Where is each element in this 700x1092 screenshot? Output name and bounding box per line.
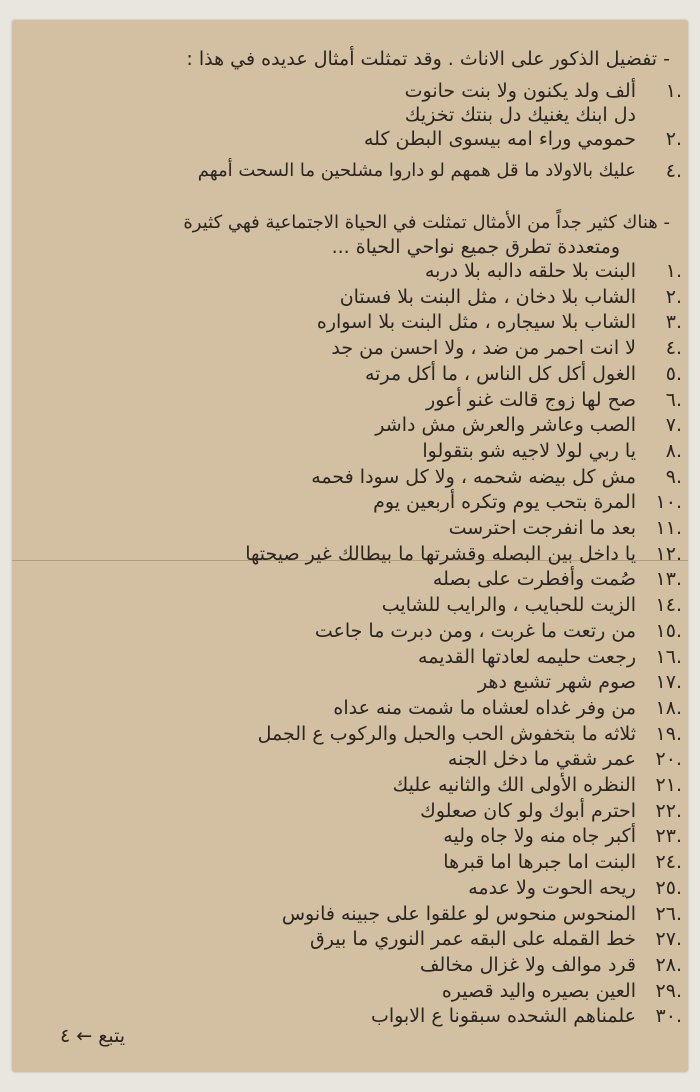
proverb-text: رجعت حليمه لعادتها القديمه (418, 645, 636, 668)
proverb-number: ٣. (665, 311, 682, 334)
proverb-number: ١٢. (655, 542, 682, 565)
proverb-text: يا داخل بين البصله وقشرتها ما بيطالك غير صيحتها (245, 542, 636, 565)
proverb-text: ثلاثه ما بتخفوش الحب والحبل والركوب ع الجمل (257, 722, 636, 745)
proverb-text: الزيت للحبايب ، والرايب للشايب (381, 594, 636, 617)
proverb-text: بعد ما انفرجت احترست (448, 517, 636, 539)
proverb-number: ٥. (665, 362, 682, 385)
proverb-text: ريحه الحوت ولا عدمه (468, 876, 636, 899)
section-heading-cont: ومتعددة تطرق جميع نواحي الحياة ... (331, 236, 620, 258)
proverb-item (30, 568, 682, 596)
proverb-text: أكبر جاه منه ولا جاه وليه (443, 825, 636, 848)
proverb-number: ١٣. (655, 568, 682, 591)
proverb-text: العين بصيره واليد قصيره (441, 979, 636, 1002)
proverb-text: قرد موالف ولا غزال مخالف (419, 953, 636, 976)
proverb-text: الشاب بلا سيجاره ، مثل البنت بلا اسواره (316, 311, 636, 334)
proverb-number: ٢٣. (655, 825, 682, 848)
proverb-text: عمر شقي ما دخل الجنه (447, 748, 636, 771)
proverb-text: خط القمله على البقه عمر النوري ما بيرق (310, 928, 636, 951)
item-text: ألف ولد يكنون ولا بنت حانوت (404, 80, 636, 102)
proverb-number: ٣٠. (655, 1005, 682, 1028)
proverb-text: الصب وعاشر والعرش مش داشر (375, 414, 636, 437)
proverb-text: صُمت وأفطرت على بصله (432, 568, 636, 591)
proverb-number: ١٤. (655, 594, 682, 617)
proverb-text: من رتعت ما غربت ، ومن دبرت ما جاعت (314, 619, 636, 642)
proverb-number: ٨. (665, 439, 682, 462)
proverb-number: ١٥. (655, 619, 682, 642)
proverb-text: من وفر غداه لعشاه ما شمت منه عداه (333, 696, 636, 719)
proverb-number: ٦. (665, 388, 682, 411)
proverb-item (30, 363, 682, 391)
proverb-text: صح لها زوج قالت غنو أعور (426, 388, 636, 411)
proverb-item (30, 286, 682, 314)
proverb-text: مش كل بيضه شحمه ، ولا كل سودا فحمه (311, 465, 636, 488)
proverb-number: ٢٧. (655, 928, 682, 951)
item-text: حمومي وراء امه بيسوى البطن كله (364, 128, 636, 150)
proverb-number: ٢٠. (655, 748, 682, 771)
proverb-text: لا انت احمر من ضد ، ولا احسن من جد (331, 337, 636, 360)
proverb-number: ٤. (665, 337, 682, 360)
proverb-text: الشاب بلا دخان ، مثل البنت بلا فستان (339, 285, 636, 308)
proverb-number: ٧. (665, 414, 682, 437)
section-heading: - هناك كثير جداً من الأمثال تمثلت في الحياة الاجتماعية فهي كثيرة (183, 212, 670, 233)
proverb-item (30, 543, 682, 571)
intro-item (30, 128, 682, 156)
proverb-item (30, 980, 682, 1008)
proverb-number: ٢٢. (655, 799, 682, 822)
proverb-number: ١٨. (655, 696, 682, 719)
intro-heading: - تفضيل الذكور على الاناث . وقد تمثلت أمثال عديده في هذا : (186, 48, 670, 70)
proverb-item (30, 440, 682, 468)
proverb-item (30, 594, 682, 622)
proverb-number: ٩. (665, 465, 682, 488)
proverb-number: ٢. (665, 285, 682, 308)
proverb-text: المرة بتحب يوم وتكره أربعين يوم (373, 491, 636, 514)
proverb-number: ٢٦. (655, 902, 682, 925)
proverb-text: صوم شهر تشبع دهر (477, 671, 636, 694)
proverb-item (30, 337, 682, 365)
proverb-item (30, 877, 682, 905)
proverb-text: احترم أبوك ولو كان صعلوك (420, 799, 636, 822)
proverb-text: البنت بلا حلقه دالبه بلا دربه (424, 260, 636, 282)
proverb-item (30, 414, 682, 442)
item-text: دل ابنك يغنيك دل بنتك تخزيك (404, 104, 636, 126)
proverb-item (30, 671, 682, 699)
proverb-item (30, 646, 682, 674)
proverb-item (30, 260, 682, 288)
proverb-item (30, 825, 682, 853)
proverb-number: ١. (665, 260, 682, 282)
proverb-item (30, 697, 682, 725)
proverb-text: الغول أكل كل الناس ، ما أكل مرته (364, 362, 636, 385)
proverb-item (30, 774, 682, 802)
proverb-number: ١٧. (655, 671, 682, 694)
proverb-text: يا ربي لولا لاجيه شو بتقولوا (422, 439, 636, 462)
item-number: ٤. (665, 160, 682, 182)
proverb-number: ١١. (655, 517, 682, 539)
item-number: ١. (665, 80, 682, 102)
proverb-item (30, 748, 682, 776)
proverb-text: النظره الأولى الك والثانيه عليك (392, 774, 636, 796)
proverb-text: علمناهم الشحده سبقونا ع الابواب (370, 1005, 636, 1028)
proverb-item (30, 851, 682, 879)
item-text: عليك بالاولاد ما قل همهم لو داروا مشلحين ما السحت أمهم (197, 160, 636, 181)
intro-item (30, 160, 682, 188)
proverb-item (30, 389, 682, 417)
proverb-item (30, 954, 682, 982)
proverb-number: ١٠. (655, 491, 682, 514)
proverb-text: المنحوس منحوس لو علقوا على جبينه فانوس (281, 902, 636, 925)
proverb-item (30, 903, 682, 931)
continued-note: يتبع ← ٤ (60, 1025, 126, 1047)
proverb-item (30, 620, 682, 648)
proverb-number: ٢٥. (655, 876, 682, 899)
proverb-item (30, 723, 682, 751)
proverb-item (30, 466, 682, 494)
proverb-item (30, 311, 682, 339)
proverb-number: ٢١. (655, 774, 682, 796)
proverb-item (30, 800, 682, 828)
proverb-item (30, 1005, 682, 1033)
item-number: ٢. (665, 128, 682, 150)
proverb-number: ٢٤. (655, 851, 682, 874)
proverb-number: ٢٩. (655, 979, 682, 1002)
proverb-number: ١٩. (655, 722, 682, 745)
proverb-item (30, 491, 682, 519)
proverb-number: ١٦. (655, 645, 682, 668)
proverb-number: ٢٨. (655, 953, 682, 976)
proverb-text: البنت اما جبرها اما قبرها (443, 851, 636, 874)
proverb-item (30, 928, 682, 956)
proverb-item (30, 517, 682, 545)
